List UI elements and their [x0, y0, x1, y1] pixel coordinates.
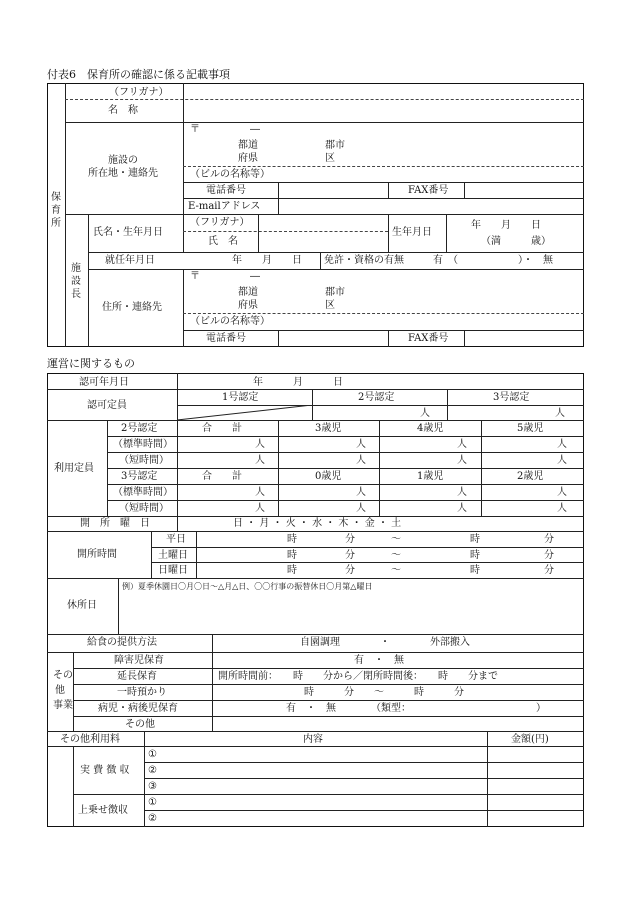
cert3-label: 3号認定	[493, 392, 530, 403]
extra-1: ①	[148, 797, 157, 808]
su-h1: 時	[287, 565, 297, 576]
approval-date-label: 認可年月日	[79, 377, 129, 388]
age0: 0歳児	[315, 471, 342, 482]
sa-m2: 分	[544, 550, 554, 561]
director-gun-1: 郡市	[325, 287, 345, 298]
director-shimei: 氏 名	[208, 236, 238, 247]
usage-cert2: 2号認定	[121, 423, 158, 434]
actual-2: ②	[148, 765, 157, 776]
p-4-4: 人	[557, 503, 567, 514]
other-label-3: 事業	[53, 700, 73, 711]
director-todofuken-2: 府県	[238, 300, 258, 311]
su-t: ～	[391, 565, 401, 576]
label-furigana: （フリガナ）	[109, 87, 169, 98]
cert2-person: 人	[420, 408, 430, 419]
usage-short-2: （短時間）	[119, 503, 169, 514]
todofuken-2: 府県	[238, 153, 258, 164]
actual-1: ①	[148, 749, 157, 760]
p-4-1: 人	[255, 503, 265, 514]
p-1-3: 人	[457, 439, 467, 450]
age2: 2歳児	[517, 471, 544, 482]
director-license: 免許・資格の有無	[324, 255, 404, 266]
disabled-care-value: 有 ・ 無	[354, 655, 404, 666]
meal-label: 給食の提供方法	[87, 637, 157, 648]
age5: 5歳児	[517, 423, 544, 434]
p-1-4: 人	[557, 439, 567, 450]
p-3-1: 人	[255, 487, 265, 498]
gun-2: 区	[325, 153, 335, 164]
fax-label: FAX番号	[408, 185, 449, 196]
wd-m2: 分	[544, 534, 554, 545]
age4: 4歳児	[417, 423, 444, 434]
p-2-4: 人	[557, 455, 567, 466]
fees-content-header: 内容	[303, 734, 323, 745]
other-service-label: その他	[125, 719, 155, 730]
usage-standard-2: （標準時間）	[113, 487, 173, 498]
p-3-2: 人	[356, 487, 366, 498]
email-label: E-mailアドレス	[188, 201, 261, 212]
director-gun-2: 区	[325, 300, 335, 311]
closed-days-example: 例）夏季休園日〇月〇日～△月△日、〇〇行事の振替休日〇月第△曜日	[122, 582, 373, 591]
actual-fee-label: 実 費 徴 収	[80, 765, 130, 776]
approval-date-value: 年 月 日	[253, 377, 343, 388]
wd-t: ～	[391, 534, 401, 545]
total-2: 合 計	[202, 471, 242, 482]
sa-h2: 時	[470, 550, 480, 561]
usage-cert3: 3号認定	[121, 471, 158, 482]
sick-care-value: 有 ・ 無 （類型： ）	[286, 703, 546, 714]
director-furigana: （フリガナ）	[190, 217, 250, 228]
section-label-facility: 保育所	[51, 192, 61, 229]
capacity-label: 認可定員	[87, 400, 127, 411]
usage-standard-1: （標準時間）	[113, 439, 173, 450]
p-4-3: 人	[457, 503, 467, 514]
p-3-3: 人	[457, 487, 467, 498]
director-name-dob: 氏名・生年月日	[93, 227, 163, 238]
open-hours-label: 開所時間	[77, 549, 117, 560]
temporary-care-label: 一時預かり	[117, 687, 167, 698]
label-address-1: 施設の	[108, 155, 138, 166]
total-1: 合 計	[202, 423, 242, 434]
postal-mark: 〒 ―	[190, 124, 260, 135]
other-label-1: その	[53, 670, 73, 681]
cert1-label: 1号認定	[222, 392, 259, 403]
todofuken-1: 都道	[238, 140, 258, 151]
director-todofuken-1: 都道	[238, 287, 258, 298]
p-4-2: 人	[356, 503, 366, 514]
wd-h1: 時	[287, 534, 297, 545]
saturday-label: 土曜日	[158, 550, 188, 561]
director-postal: 〒 ―	[190, 271, 260, 282]
operation-title: 運営に関するもの	[47, 357, 135, 370]
wd-m1: 分	[345, 534, 355, 545]
director-building: （ビルの名称等）	[190, 316, 270, 327]
disabled-care-label: 障害児保育	[114, 655, 164, 666]
p-2-3: 人	[457, 455, 467, 466]
director-phone: 電話番号	[206, 333, 246, 344]
sick-care-label: 病児・病後児保育	[98, 703, 178, 714]
cert2-label: 2号認定	[358, 392, 395, 403]
p-2-1: 人	[255, 455, 265, 466]
extra-2: ②	[148, 813, 157, 824]
building-label: （ビルの名称等）	[190, 169, 270, 180]
director-appointed: 就任年月日	[105, 255, 155, 266]
sunday-label: 日曜日	[158, 565, 188, 576]
label-name: 名 称	[108, 105, 138, 116]
weekday-label: 平日	[166, 534, 186, 545]
age3: 3歳児	[315, 423, 342, 434]
fees-amount-header: 金額(円)	[511, 734, 549, 745]
p-2-2: 人	[356, 455, 366, 466]
actual-3: ③	[148, 781, 157, 792]
phone-label: 電話番号	[206, 185, 246, 196]
open-days-label: 開 所 曜 日	[80, 518, 150, 529]
wd-h2: 時	[470, 534, 480, 545]
temporary-care-value: 時 分 ～ 時 分	[304, 687, 464, 698]
sa-h1: 時	[287, 550, 297, 561]
extended-care-value: 開所時間前： 時 分から／閉所時間後： 時 分まで	[218, 671, 498, 682]
cert3-person: 人	[555, 408, 565, 419]
form-title: 付表6 保育所の確認に係る記載事項	[47, 68, 230, 81]
director-license-value: 有 （ ）・ 無	[433, 255, 553, 266]
p-3-4: 人	[557, 487, 567, 498]
usage-short-1: （短時間）	[119, 455, 169, 466]
extended-care-label: 延長保育	[117, 671, 157, 682]
director-fax: FAX番号	[408, 333, 449, 344]
usage-capacity-label: 利用定員	[54, 463, 94, 474]
director-dob-label: 生年月日	[392, 227, 432, 238]
director-appointed-value: 年 月 日	[232, 255, 302, 266]
age1: 1歳児	[417, 471, 444, 482]
meal-value: 自園調理 ・ 外部搬入	[300, 637, 470, 648]
p-1-1: 人	[255, 439, 265, 450]
closed-days-label: 休所日	[67, 600, 97, 611]
diagonal-slash	[177, 405, 312, 420]
su-h2: 時	[470, 565, 480, 576]
su-m1: 分	[345, 565, 355, 576]
other-label-2: 他	[55, 685, 65, 696]
p-1-2: 人	[356, 439, 366, 450]
director-address: 住所・連絡先	[102, 302, 162, 313]
fees-header: その他利用料	[60, 734, 120, 745]
sa-t: ～	[391, 550, 401, 561]
director-age: （満 歳）	[481, 236, 551, 247]
gun-1: 郡市	[325, 140, 345, 151]
section-label-director: 施設長	[71, 263, 81, 300]
sa-m1: 分	[345, 550, 355, 561]
open-days-value: 日 ・ 月 ・ 火 ・ 水 ・ 木 ・ 金 ・ 土	[233, 518, 402, 529]
director-dob-value: 年 月 日	[471, 220, 541, 231]
label-address-2: 所在地・連絡先	[88, 168, 158, 179]
extra-fee-label: 上乗せ徴収	[78, 805, 128, 816]
su-m2: 分	[544, 565, 554, 576]
